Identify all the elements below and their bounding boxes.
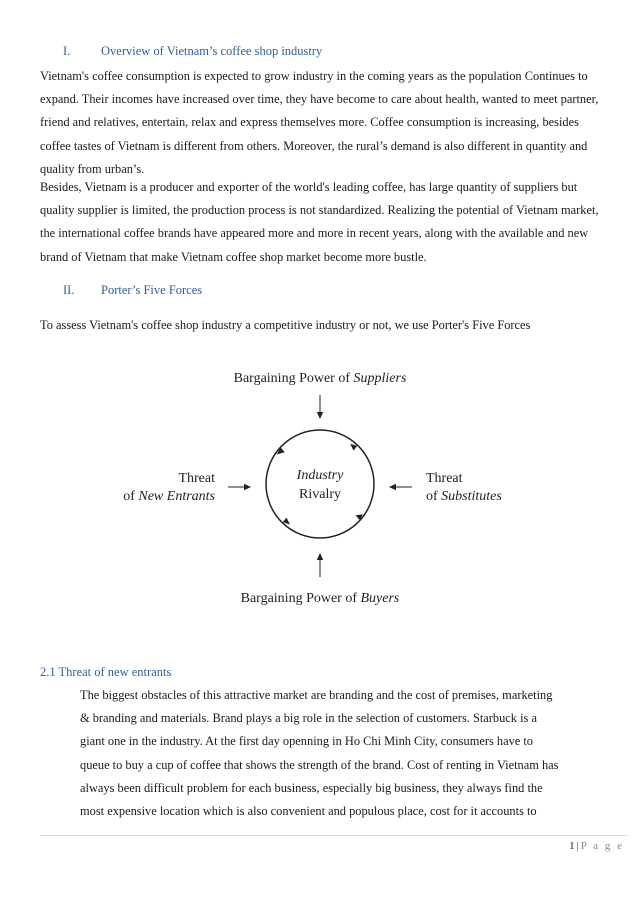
porters-five-forces-diagram bbox=[0, 345, 638, 615]
page-word: P a g e bbox=[580, 840, 624, 852]
text-line: coffee tastes of Vietnam is different from others. Moreover, the rural’s demand is also different in quantity and bbox=[40, 138, 588, 153]
page-number: 1 bbox=[569, 840, 575, 852]
text-line: the international coffee brands have appeared more and more in recent years, along with the available and new bbox=[40, 226, 589, 241]
footer-separator: | bbox=[576, 840, 579, 852]
section-2-heading bbox=[63, 283, 202, 298]
footer-divider bbox=[40, 835, 628, 836]
text-line: queue to buy a cup of coffee that shows the strength of the brand. Cost of renting in Vietnam has bbox=[80, 757, 559, 772]
section-2-number: II. bbox=[63, 283, 75, 297]
section-2-title: Porter’s Five Forces bbox=[101, 283, 203, 297]
section-1-title: Overview of Vietnam’s coffee shop industry bbox=[101, 44, 323, 58]
subsection-2-1-heading: 2.1 Threat of new entrants bbox=[40, 665, 172, 679]
left-force-label-line-2: of New Entrants bbox=[123, 489, 215, 504]
center-label-line-2: Rivalry bbox=[299, 487, 341, 502]
text-line: giant one in the industry. At the first day openning in Ho Chi Minh City, consumers have to bbox=[80, 734, 534, 749]
text-line: Vietnam's coffee consumption is expected to grow industry in the coming years as the population Continues to bbox=[40, 69, 588, 83]
text-line: most expensive location which is also convenient and populous place, cost for it accounts to bbox=[80, 804, 537, 819]
top-force-label: Bargaining Power of Suppliers bbox=[233, 371, 407, 386]
text-line: & branding and materials. Brand plays a big role in the selection of customers. Starbuck is a bbox=[80, 711, 537, 726]
section-1-paragraph-2 bbox=[40, 176, 630, 269]
right-force-label-line-1: Threat bbox=[426, 471, 463, 486]
text-line: brand of Vietnam that make Vietnam coffee shop market become more bustle. bbox=[40, 249, 427, 264]
text-line: always been difficult problem for each business, especially big business, they always find the bbox=[80, 780, 543, 795]
text-line: friend and relatives, entertain, relax and express themselves more. Coffee consumption is increasing, besides bbox=[40, 115, 579, 130]
center-label-line-1: Industry bbox=[296, 468, 344, 483]
text-line: Besides, Vietnam is a producer and exporter of the world's leading coffee, has large quantity of suppliers but bbox=[40, 180, 578, 194]
text-line: quality supplier is limited, the production process is not standardized. Realizing the potential of Vietnam market, bbox=[40, 203, 599, 218]
section-1-heading bbox=[63, 44, 322, 59]
subsection-2-1-paragraph bbox=[80, 684, 628, 823]
section-1-paragraph-1 bbox=[40, 65, 630, 181]
rivalry-circle bbox=[266, 430, 374, 538]
page-footer bbox=[569, 840, 624, 852]
bottom-force-label: Bargaining Power of Buyers bbox=[240, 591, 400, 606]
section-2-intro: To assess Vietnam's coffee shop industry a competitive industry or not, we use Porter's Five Forces bbox=[40, 318, 531, 332]
section-1-number: I. bbox=[63, 44, 71, 58]
text-line: expand. Their incomes have increased over time, they have become to care about health, wanted to meet partner, bbox=[40, 92, 599, 107]
left-force-label-line-1: Threat bbox=[178, 471, 215, 486]
text-line: The biggest obstacles of this attractive market are branding and the cost of premises, marketing bbox=[80, 688, 553, 702]
right-force-label-line-2: of Substitutes bbox=[426, 489, 502, 504]
text-line: quality from urban’s. bbox=[40, 161, 145, 176]
